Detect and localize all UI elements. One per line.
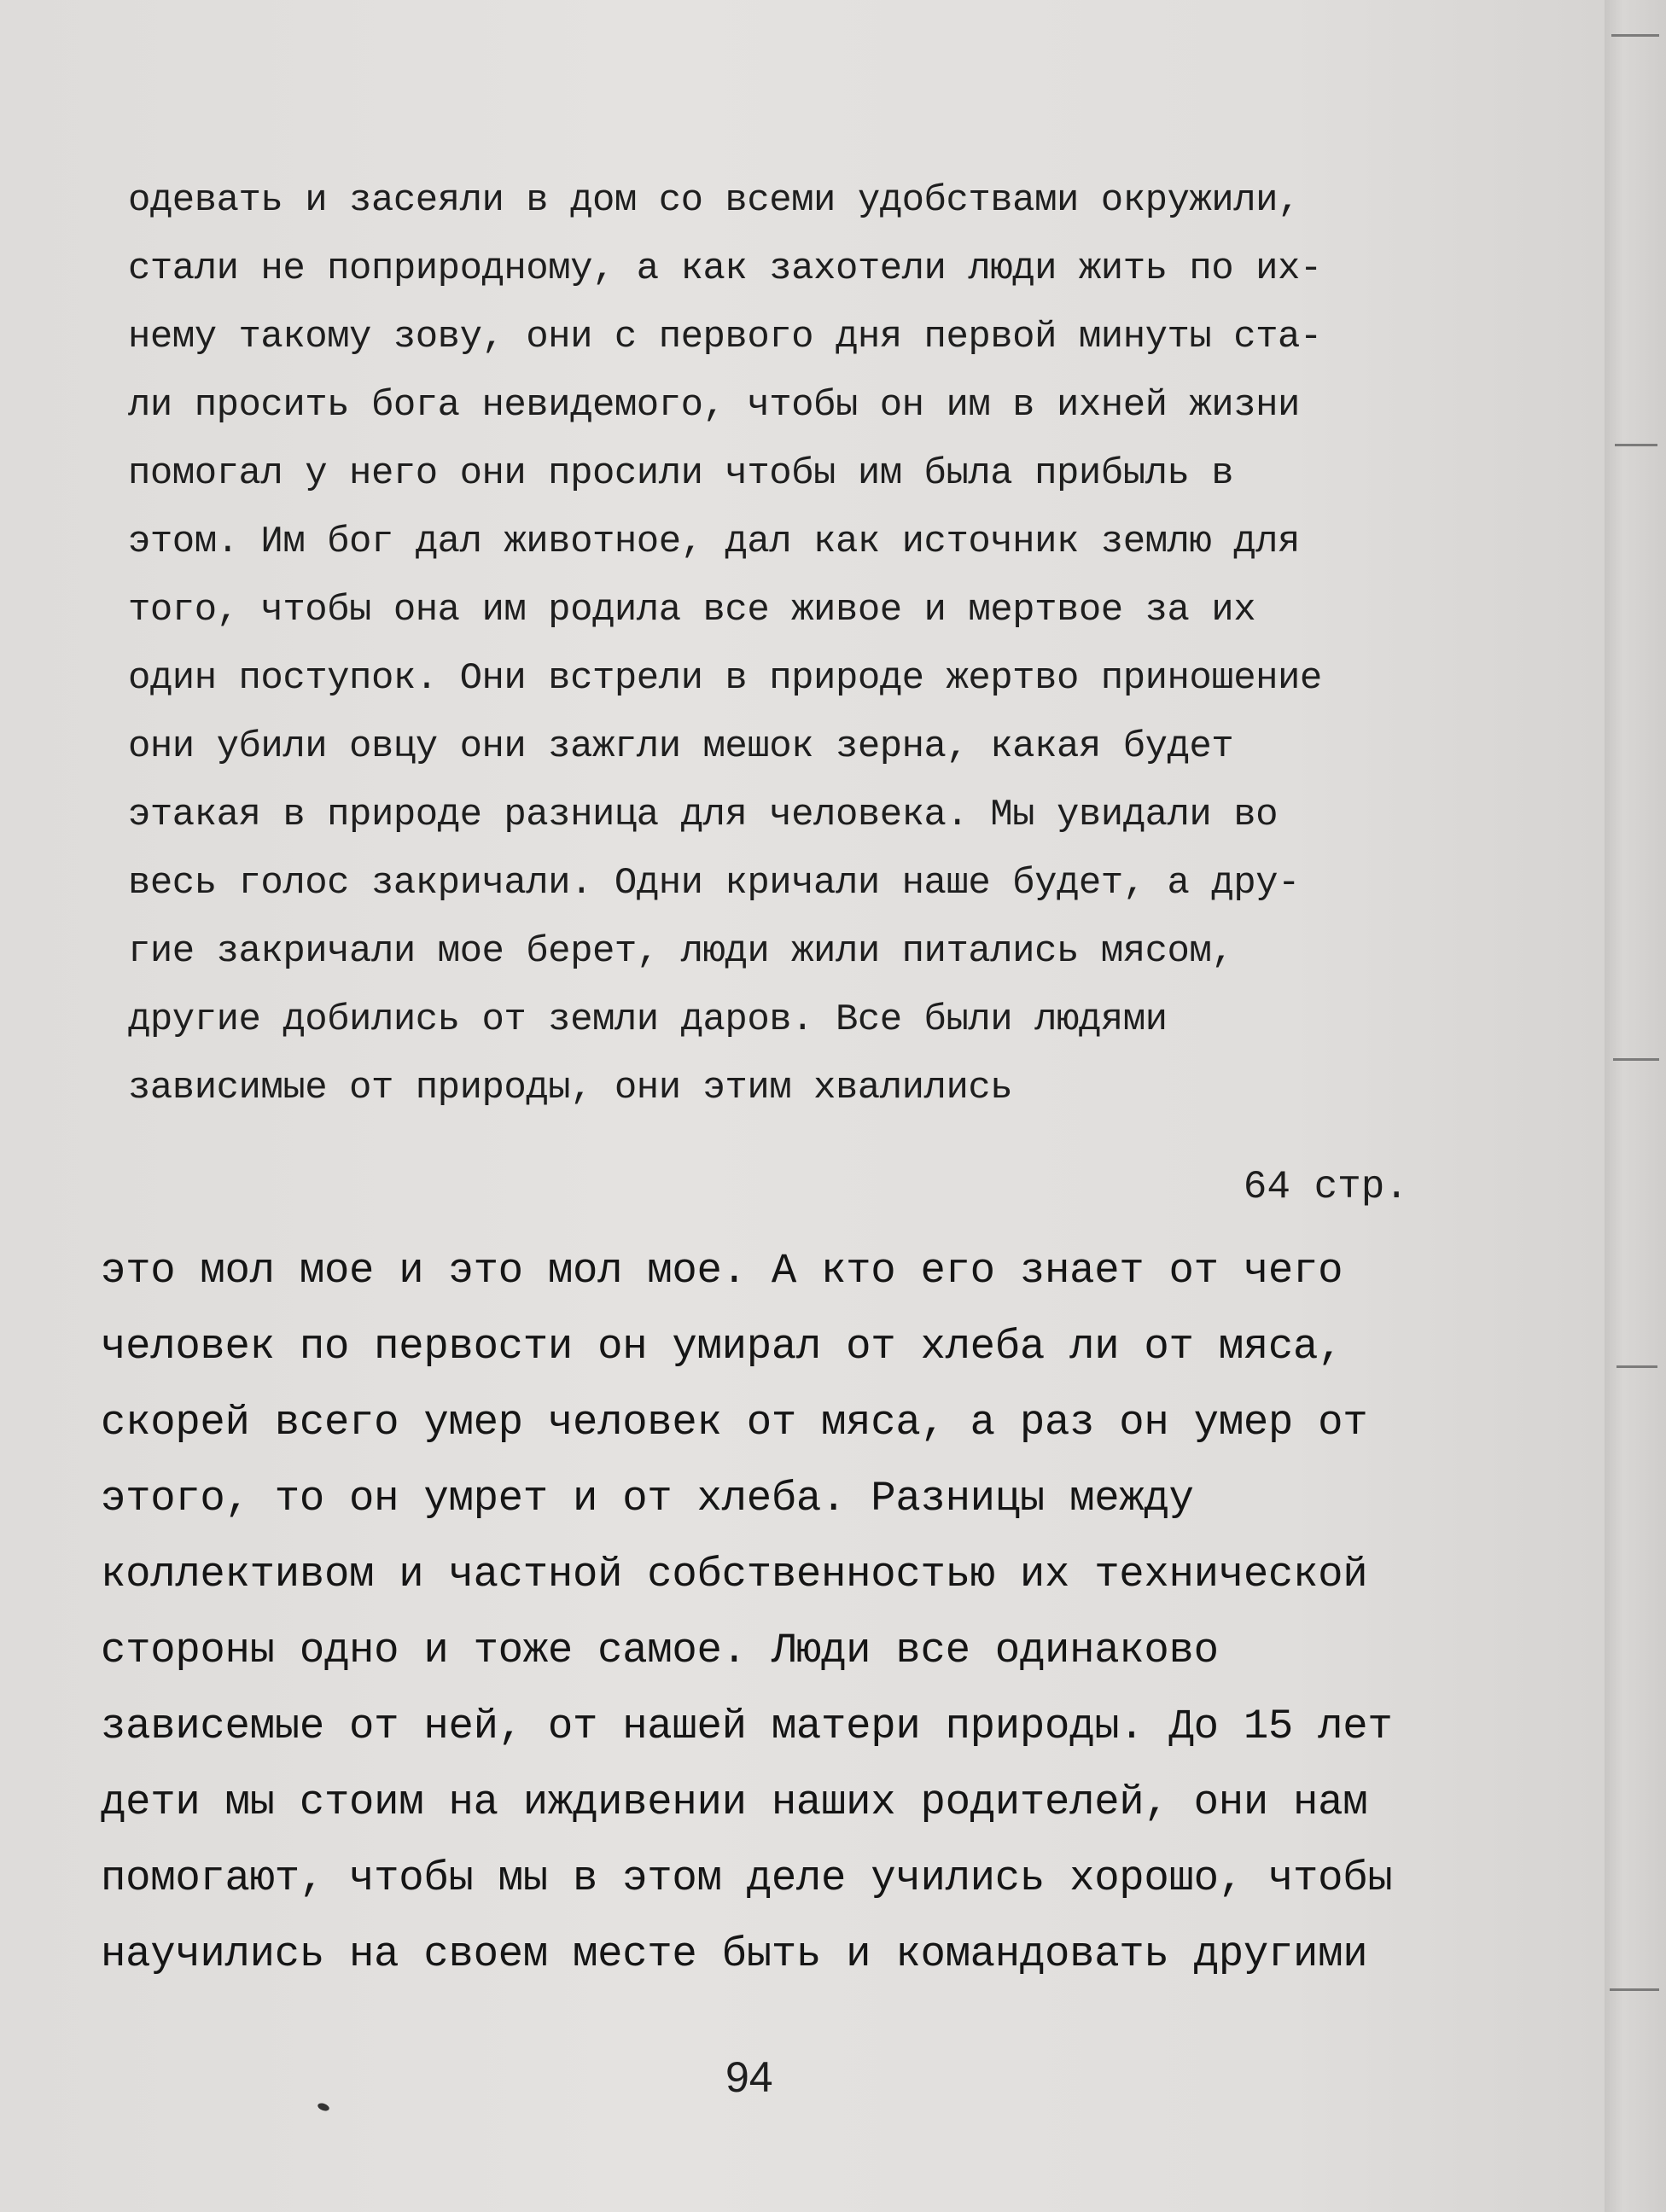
text-line: помогают, чтобы мы в этом деле учились хорошо, чтобы (101, 1854, 1393, 1902)
edge-mark (1613, 1058, 1659, 1061)
text-line: этого, то он умрет и от хлеба. Разницы между (101, 1475, 1194, 1522)
text-line: это мол мое и это мол мое. А кто его знает от чего (101, 1247, 1343, 1295)
text-line: нему такому зову, они с первого дня первой минуты ста- (128, 316, 1322, 358)
text-line: зависимые от природы, они этим хвалились (128, 1067, 1013, 1109)
edge-mark (1615, 444, 1657, 446)
text-line: одевать и засеяли в дом со всеми удобствами окружили, (128, 179, 1300, 222)
text-line: стороны одно и тоже самое. Люди все одинаково (101, 1627, 1219, 1674)
text-line: ли просить бога невидемого, чтобы он им в ихней жизни (128, 384, 1300, 427)
ink-speck (317, 2102, 330, 2112)
page-reference: 64 стр. (1243, 1165, 1408, 1209)
text-line: гие закричали мое берет, люди жили питались мясом, (128, 930, 1234, 973)
text-line: весь голос закричали. Одни кричали наше будет, а дру- (128, 862, 1300, 905)
underlying-pages-edge (1605, 0, 1666, 2212)
text-line: этом. Им бог дал животное, дал как источник землю для (128, 521, 1300, 563)
typed-paragraph-upper (128, 166, 1459, 1122)
text-line: помогал у него они просили чтобы им была прибыль в (128, 452, 1234, 495)
text-line: коллективом и частной собственностью их технической (101, 1551, 1368, 1598)
typed-paragraph-lower (101, 1233, 1449, 1993)
text-line: зависемые от ней, от нашей матери природы. До 15 лет (101, 1703, 1393, 1750)
edge-mark (1616, 1365, 1657, 1368)
edge-mark (1611, 34, 1659, 37)
text-line: человек по первости он умирал от хлеба ли от мяса, (101, 1323, 1343, 1371)
text-line: они убили овцу они зажгли мешок зерна, какая будет (128, 725, 1234, 768)
text-line: того, чтобы она им родила все живое и мертвое за их (128, 589, 1256, 632)
text-line: дети мы стоим на иждивении наших родителей, они нам (101, 1778, 1368, 1826)
text-line: стали не поприродному, а как захотели люди жить по их- (128, 247, 1322, 290)
edge-mark (1610, 1988, 1659, 1991)
text-line: другие добились от земли даров. Все были людями (128, 998, 1168, 1041)
page-number: 94 (725, 2053, 773, 2101)
text-line: этакая в природе разница для человека. Мы увидали во (128, 794, 1279, 836)
text-line: научились на своем месте быть и командовать другими (101, 1930, 1368, 1978)
text-line: один поступок. Они встрели в природе жертво приношение (128, 657, 1322, 700)
text-line: скорей всего умер человек от мяса, а раз он умер от (101, 1399, 1368, 1447)
